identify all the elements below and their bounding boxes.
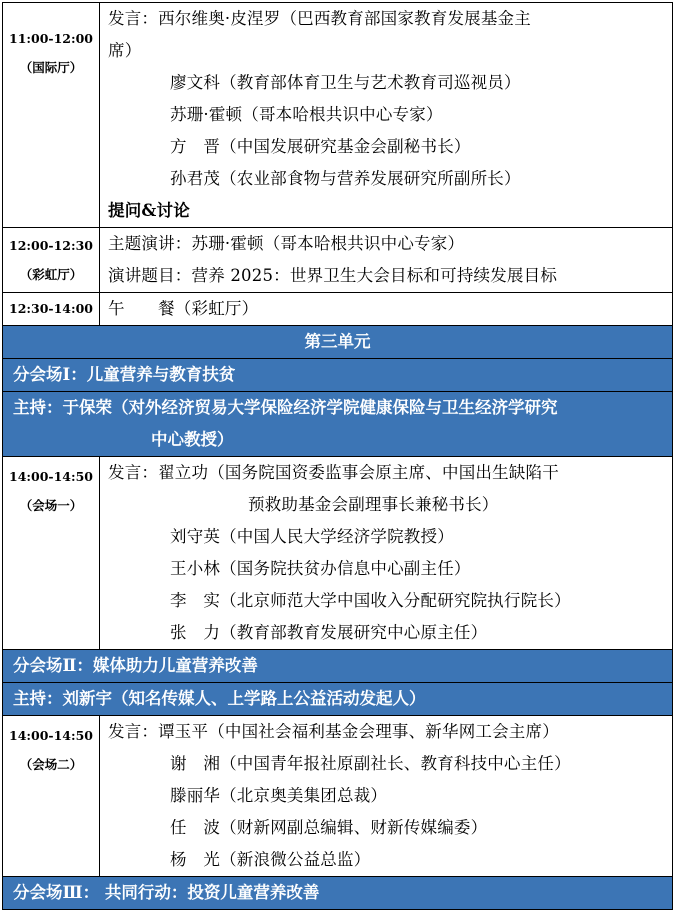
- venue-label: （会场二）: [19, 757, 83, 772]
- venue-label: （国际厅）: [19, 60, 83, 75]
- speaker-line: 刘守英（中国人民大学经济学院教授）: [170, 527, 454, 546]
- time-label: 14:00-14:50: [9, 469, 93, 484]
- forum-title-row: [3, 359, 673, 392]
- time-cell: [3, 716, 100, 877]
- session-row: [3, 716, 673, 877]
- content-cell: [100, 457, 673, 650]
- content-cell: [100, 228, 673, 293]
- agenda-table: [2, 2, 673, 910]
- host-row: [3, 683, 673, 716]
- time-cell: [3, 3, 100, 228]
- session-row: [3, 228, 673, 293]
- qa-line: 提问&讨论: [108, 201, 190, 220]
- session-row: [3, 293, 673, 326]
- forum1-title: 分会场Ⅰ：儿童营养与教育扶贫: [13, 365, 236, 384]
- session-row: [3, 3, 673, 228]
- host-line: 中心教授）: [151, 430, 234, 449]
- unit-header: 第三单元: [304, 332, 371, 351]
- host-row: [3, 392, 673, 457]
- content-cell: [100, 293, 673, 326]
- content-cell: [100, 716, 673, 877]
- speaker-line: 预救助基金会副理事长兼秘书长）: [248, 495, 499, 514]
- speaker-line: 发言：谭玉平（中国社会福利基金会理事、新华网工会主席）: [108, 722, 559, 741]
- content-cell: [100, 3, 673, 228]
- topic-line: 演讲题目：营养 2025：世界卫生大会目标和可持续发展目标: [108, 266, 558, 285]
- speaker-line: 滕丽华（北京奥美集团总裁）: [170, 786, 388, 805]
- forum2-title: 分会场Ⅱ：媒体助力儿童营养改善: [13, 656, 258, 675]
- speaker-line: 发言：翟立功（国务院国资委监事会原主席、中国出生缺陷干: [108, 463, 559, 482]
- unit-header-row: [3, 326, 673, 359]
- session-row: [3, 457, 673, 650]
- speaker-line: 张 力（教育部教育发展研究中心原主任）: [170, 623, 488, 642]
- host-line: 主持：于保荣（对外经济贸易大学保险经济学院健康保险与卫生经济学研究: [13, 398, 558, 417]
- speaker-line: 谢 湘（中国青年报社原副社长、教育科技中心主任）: [170, 754, 571, 773]
- speaker-line: 席）: [108, 41, 142, 60]
- forum2-host: 主持：刘新宇（知名传媒人、上学路上公益活动发起人）: [13, 689, 426, 708]
- time-cell: [3, 228, 100, 293]
- forum-title-row: [3, 877, 673, 910]
- speaker-line: 王小林（国务院扶贫办信息中心副主任）: [170, 559, 471, 578]
- time-label: 11:00-12:00: [9, 31, 93, 46]
- forum3-title: 分会场Ⅲ： 共同行动：投资儿童营养改善: [13, 883, 320, 902]
- time-cell: [3, 293, 100, 326]
- keynote-line: 主题演讲：苏珊·霍顿（哥本哈根共识中心专家）: [108, 234, 465, 253]
- time-label: 12:00-12:30: [9, 238, 93, 253]
- speaker-line: 方 晋（中国发展研究基金会副秘书长）: [170, 137, 471, 156]
- time-cell: [3, 457, 100, 650]
- time-label: 14:00-14:50: [9, 728, 93, 743]
- venue-label: （会场一）: [19, 498, 83, 513]
- venue-label: （彩虹厅）: [19, 267, 83, 282]
- speaker-line: 发言：西尔维奥·皮涅罗（巴西教育部国家教育发展基金主: [108, 9, 531, 28]
- speaker-line: 李 实（北京师范大学中国收入分配研究院执行院长）: [170, 591, 571, 610]
- speaker-line: 孙君茂（农业部食物与营养发展研究所副所长）: [170, 169, 521, 188]
- time-label: 12:30-14:00: [9, 301, 93, 316]
- lunch-line: 午 餐（彩虹厅）: [108, 299, 259, 318]
- speaker-line: 廖文科（教育部体育卫生与艺术教育司巡视员）: [170, 73, 521, 92]
- speaker-line: 苏珊·霍顿（哥本哈根共识中心专家）: [170, 105, 443, 124]
- speaker-line: 杨 光（新浪微公益总监）: [170, 850, 371, 869]
- forum-title-row: [3, 650, 673, 683]
- speaker-line: 任 波（财新网副总编辑、财新传媒编委）: [170, 818, 488, 837]
- forum1-host: [3, 392, 672, 456]
